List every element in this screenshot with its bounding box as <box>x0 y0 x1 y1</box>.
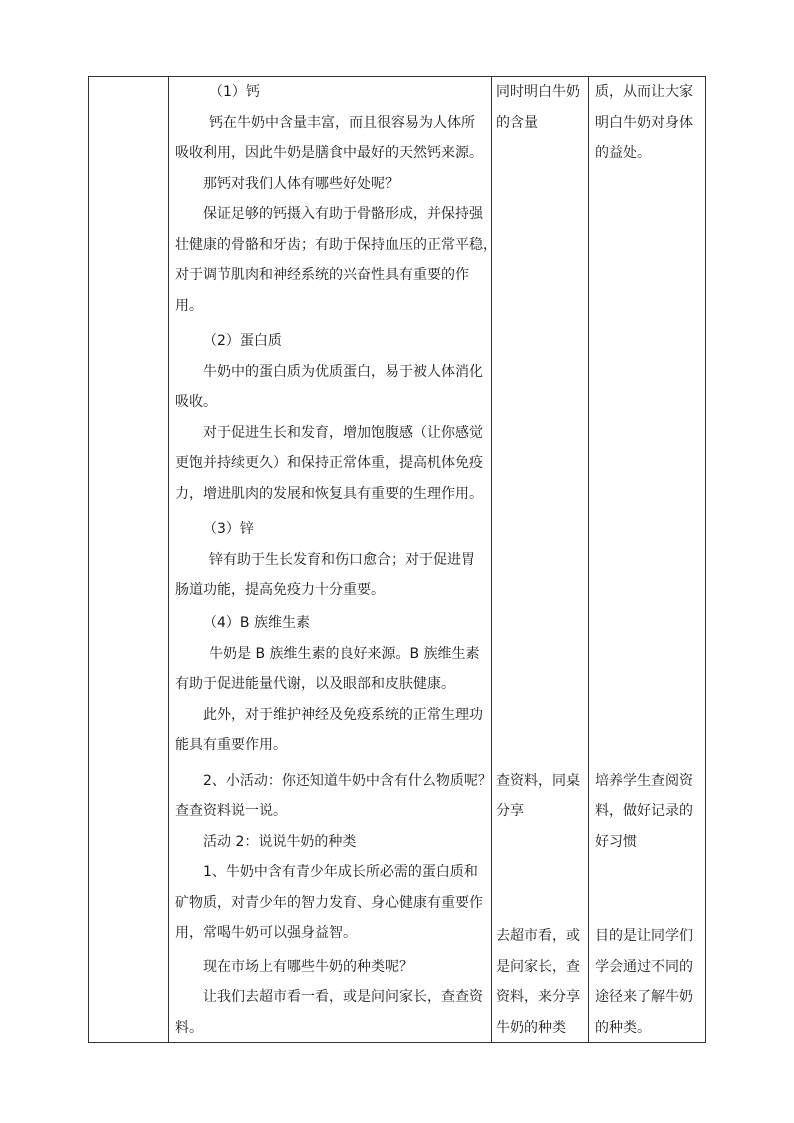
activity-line: 的含量 <box>496 115 538 131</box>
content-line: 力，增进肌肉的发展和恢复具有重要的生理作用。 <box>175 486 483 502</box>
intent-line: 的益处。 <box>595 145 651 161</box>
activity-line: 去超市看，或 <box>496 928 580 944</box>
intent-line: 明白牛奶对身体 <box>595 115 693 131</box>
design-intent-column <box>589 77 706 1042</box>
intent-line: 料，做好记录的 <box>595 803 693 819</box>
intent-line: 途径来了解牛奶 <box>595 989 693 1005</box>
content-line: 能具有重要作用。 <box>175 737 287 753</box>
content-line: 让我们去超市看一看，或是问问家长，查查资 <box>203 989 483 1005</box>
content-line: 有助于促进能量代谢，以及眼部和皮肤健康。 <box>175 676 455 692</box>
content-line: （4）B 族维生素 <box>203 615 310 631</box>
intent-line: 培养学生查阅资 <box>595 773 693 789</box>
content-line: 肠道功能，提高免疫力十分重要。 <box>175 582 385 598</box>
teaching-content-column <box>169 77 497 1042</box>
content-line: 现在市场上有哪些牛奶的种类呢？ <box>203 959 413 975</box>
content-line: 牛奶中的蛋白质为优质蛋白，易于被人体消化 <box>203 364 483 380</box>
activity-line: 是问家长，查 <box>496 959 580 975</box>
activity-line: 分享 <box>496 803 524 819</box>
intent-line: 的种类。 <box>595 1020 651 1036</box>
activity-line: 牛奶的种类 <box>496 1020 566 1036</box>
intent-line: 好习惯 <box>595 834 637 850</box>
activity-line: 资料，来分享 <box>496 989 580 1005</box>
content-line: 牛奶是 B 族维生素的良好来源。B 族维生素 <box>209 646 480 662</box>
content-line: 锌有助于生长发育和伤口愈合；对于促进胃 <box>209 552 475 568</box>
intent-line: 目的是让同学们 <box>595 928 693 944</box>
content-line: 活动 2：说说牛奶的种类 <box>203 834 357 850</box>
content-line: 用。 <box>175 298 203 314</box>
content-line: 保证足够的钙摄入有助于骨骼形成，并保持强 <box>203 206 483 222</box>
intent-line: 质，从而让大家 <box>595 84 693 100</box>
lesson-plan-table <box>88 76 706 1043</box>
content-line: （1）钙 <box>209 84 260 100</box>
intent-line: 学会通过不同的 <box>595 959 693 975</box>
section-column <box>89 77 168 1042</box>
content-line: 矿物质，对青少年的智力发育、身心健康有重要作 <box>175 895 483 911</box>
content-line: 对于促进生长和发育，增加饱腹感（让你感觉 <box>203 425 483 441</box>
activity-line: 查资料，同桌 <box>496 773 580 789</box>
content-line: 对于调节肌肉和神经系统的兴奋性具有重要的作 <box>175 267 469 283</box>
student-activity-column <box>492 77 588 1042</box>
content-line: （3）锌 <box>203 521 254 537</box>
content-line: 更饱并持续更久）和保持正常体重，提高机体免疫 <box>175 455 483 471</box>
activity-line: 同时明白牛奶 <box>496 84 580 100</box>
content-line: 1、牛奶中含有青少年成长所必需的蛋白质和 <box>203 864 478 880</box>
content-line: （2）蛋白质 <box>203 333 282 349</box>
content-line: 吸收。 <box>175 394 217 410</box>
content-line: 2、小活动：你还知道牛奶中含有什么物质呢？ <box>203 773 492 789</box>
content-line: 钙在牛奶中含量丰富，而且很容易为人体所 <box>209 115 475 131</box>
content-line: 此外，对于维护神经及免疫系统的正常生理功 <box>203 707 483 723</box>
content-line: 查查资料说一说。 <box>175 803 287 819</box>
content-line: 壮健康的骨骼和牙齿；有助于保持血压的正常平稳， <box>175 237 497 253</box>
content-line: 用，常喝牛奶可以强身益智。 <box>175 925 357 941</box>
content-line: 料。 <box>175 1020 203 1036</box>
content-line: 那钙对我们人体有哪些好处呢？ <box>203 176 399 192</box>
content-line: 吸收利用，因此牛奶是膳食中最好的天然钙来源。 <box>175 145 483 161</box>
